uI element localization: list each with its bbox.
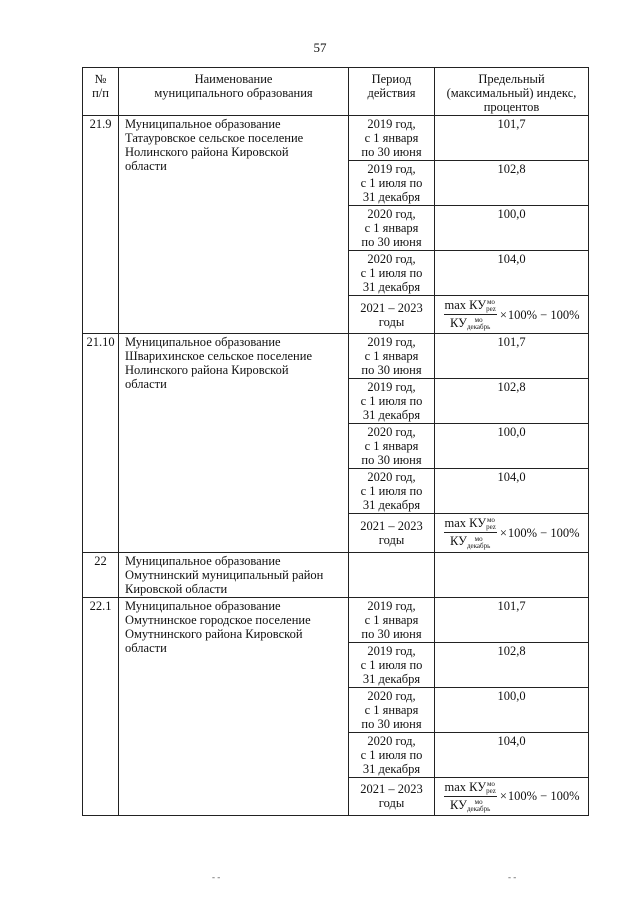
municipality-name: Муниципальное образование Татауровское сельское поселение Нолинского района Кировской области xyxy=(119,116,349,334)
index-formula-cell xyxy=(435,777,589,815)
index-value: 100,0 xyxy=(435,206,589,251)
formula-tail: 100% − 100% xyxy=(507,789,580,804)
period-cell: 2020 год, с 1 января по 30 июня xyxy=(349,424,435,469)
index-formula xyxy=(437,780,586,813)
formula-fraction xyxy=(444,780,497,813)
period-cell: 2020 год, с 1 июля по 31 декабря xyxy=(349,469,435,514)
row-number: 21.10 xyxy=(83,334,119,552)
formula-sup: мо xyxy=(486,516,495,525)
period-cell: 2019 год, с 1 января по 30 июня xyxy=(349,597,435,642)
index-value: 102,8 xyxy=(435,642,589,687)
period-cell: 2019 год, с 1 июля по 31 декабря xyxy=(349,161,435,206)
formula-numerator-indices xyxy=(486,517,496,531)
formula-numerator xyxy=(444,516,497,533)
period-cell xyxy=(349,552,435,597)
formula-max-ku: max КУ xyxy=(444,298,487,312)
table-row xyxy=(83,334,589,379)
period-cell: 2020 год, с 1 июля по 31 декабря xyxy=(349,732,435,777)
header-name: Наименование муниципального образования xyxy=(119,68,349,116)
index-value: 102,8 xyxy=(435,161,589,206)
formula-denominator xyxy=(449,797,491,813)
period-cell: 2020 год, с 1 июля по 31 декабря xyxy=(349,251,435,296)
formula-denominator-indices xyxy=(467,317,490,331)
table-header-row xyxy=(83,68,589,116)
scan-mark: - - xyxy=(212,872,221,882)
formula-sub: декабрь xyxy=(466,541,491,550)
header-num: № п/п xyxy=(83,68,119,116)
formula-ku: КУ xyxy=(450,797,467,812)
row-number: 21.9 xyxy=(83,116,119,334)
formula-sup: мо xyxy=(474,534,483,543)
row-number: 22 xyxy=(83,552,119,597)
formula-denominator xyxy=(449,315,491,331)
formula-max-ku: max КУ xyxy=(444,779,487,794)
index-value xyxy=(435,552,589,597)
period-cell: 2020 год, с 1 января по 30 июня xyxy=(349,206,435,251)
formula-numerator xyxy=(444,298,497,315)
formula-sub: декабрь xyxy=(466,804,491,813)
index-formula-cell xyxy=(435,296,589,334)
table-body xyxy=(83,116,589,816)
formula-sub: реz xyxy=(486,305,496,314)
row-number: 22.1 xyxy=(83,597,119,815)
formula-multiply: × xyxy=(499,525,507,540)
header-index: Предельный (максимальный) индекс, процентов xyxy=(435,68,589,116)
formula-sup: мо xyxy=(486,298,495,307)
formula-sup: мо xyxy=(474,797,483,806)
formula-ku: КУ xyxy=(450,534,467,549)
formula-sub: реz xyxy=(486,786,496,795)
formula-multiply: × xyxy=(499,789,507,804)
index-value: 101,7 xyxy=(435,597,589,642)
period-cell: 2019 год, с 1 июля по 31 декабря xyxy=(349,642,435,687)
index-value: 100,0 xyxy=(435,424,589,469)
period-cell: 2021 – 2023 годы xyxy=(349,514,435,552)
table-row xyxy=(83,116,589,161)
index-formula xyxy=(437,298,586,331)
formula-denominator xyxy=(449,533,491,549)
index-value: 104,0 xyxy=(435,251,589,296)
index-value: 104,0 xyxy=(435,732,589,777)
formula-denominator-indices xyxy=(467,799,490,813)
formula-numerator-indices xyxy=(486,299,496,313)
table-row xyxy=(83,552,589,597)
formula-tail: 100% − 100% xyxy=(507,525,580,540)
formula-numerator-indices xyxy=(486,781,496,795)
formula-tail: 100% − 100% xyxy=(507,307,580,322)
formula-fraction xyxy=(444,516,497,549)
index-value: 104,0 xyxy=(435,469,589,514)
municipality-name: Муниципальное образование Омутнинский муниципальный район Кировской области xyxy=(119,552,349,597)
table-row xyxy=(83,597,589,642)
period-cell: 2021 – 2023 годы xyxy=(349,777,435,815)
index-value: 102,8 xyxy=(435,379,589,424)
index-value: 100,0 xyxy=(435,687,589,732)
formula-denominator-indices xyxy=(467,536,490,550)
index-formula xyxy=(437,516,586,549)
tariff-index-table xyxy=(82,67,589,816)
period-cell: 2019 год, с 1 июля по 31 декабря xyxy=(349,379,435,424)
formula-sup: мо xyxy=(474,316,483,325)
formula-fraction xyxy=(444,298,497,331)
municipality-name: Муниципальное образование Омутнинское городское поселение Омутнинского района Кировской области xyxy=(119,597,349,815)
scan-mark: - - xyxy=(508,872,517,882)
header-period: Период действия xyxy=(349,68,435,116)
formula-sub: декабрь xyxy=(466,323,491,332)
index-value: 101,7 xyxy=(435,116,589,161)
formula-sub: реz xyxy=(486,523,496,532)
municipality-name: Муниципальное образование Шварихинское сельское поселение Нолинского района Кировской области xyxy=(119,334,349,552)
formula-ku: КУ xyxy=(450,316,467,331)
period-cell: 2019 год, с 1 января по 30 июня xyxy=(349,334,435,379)
formula-sup: мо xyxy=(486,779,495,788)
index-formula-cell xyxy=(435,514,589,552)
period-cell: 2020 год, с 1 января по 30 июня xyxy=(349,687,435,732)
formula-multiply: × xyxy=(499,307,507,322)
formula-numerator xyxy=(444,780,497,797)
period-cell: 2019 год, с 1 января по 30 июня xyxy=(349,116,435,161)
page-number: 57 xyxy=(313,40,327,55)
formula-max-ku: max КУ xyxy=(444,516,487,531)
period-cell: 2021 – 2023 годы xyxy=(349,296,435,334)
index-value: 101,7 xyxy=(435,334,589,379)
